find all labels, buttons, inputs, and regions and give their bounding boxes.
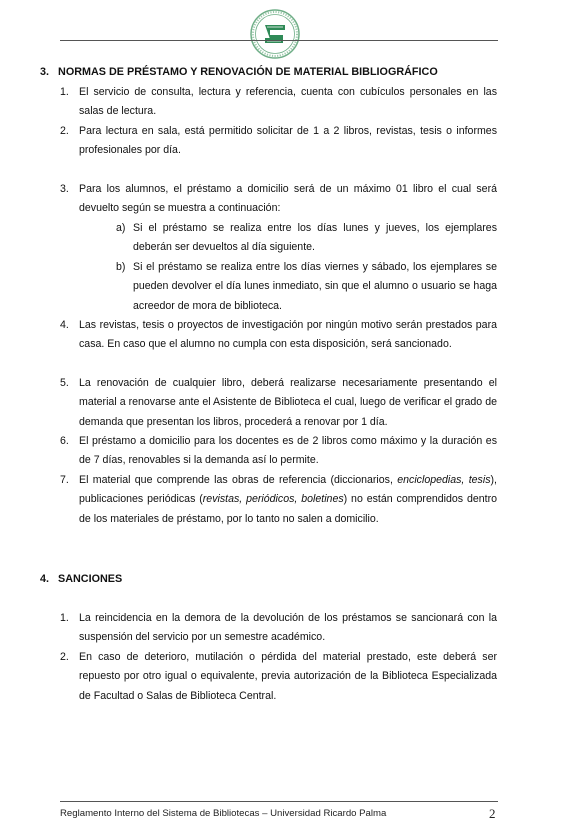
section-number: 3. (40, 66, 50, 78)
list-item (60, 374, 497, 432)
list-item (60, 122, 497, 161)
list-item (60, 180, 497, 219)
list-item (60, 471, 497, 529)
item-number: 5. (60, 377, 69, 389)
item-number: 3. (60, 183, 69, 195)
item-number: 1. (60, 86, 69, 98)
item-text: Para lectura en sala, está permitido solicitar de 1 a 2 libros, revistas, tesis o informes profesionales por día. (79, 125, 497, 157)
section-number: 4. (40, 573, 50, 585)
list-item (60, 648, 497, 706)
section-title: SANCIONES (58, 573, 123, 585)
text-run: ), publicaciones periódicas ( (79, 474, 497, 506)
page-number: 2 (489, 806, 496, 821)
list-item (60, 432, 497, 471)
item-text (79, 471, 497, 529)
italic-run: revistas, periódicos, boletines (202, 493, 344, 506)
item-number: 6. (60, 435, 69, 447)
item-text: Las revistas, tesis o proyectos de investigación por ningún motivo serán prestados para casa. En caso que el alumno no cumpla con esta disposición, será sancionado. (79, 319, 497, 351)
sub-list-item (116, 258, 497, 316)
item-number: 1. (60, 612, 69, 624)
list-item (60, 83, 497, 122)
sub-item-text: Si el préstamo se realiza entre los días viernes y sábado, los ejemplares se pueden devolver el día lunes inmediato, sin que el alumno o usuario se haga acreedor de mora de biblioteca. (133, 261, 497, 312)
item-text: En caso de deterioro, mutilación o pérdida del material prestado, este deberá ser repuesto por otro igual o equivalente, previa autorización de la Biblioteca Especializada de Facultad o Salas de Biblioteca Central. (79, 651, 497, 702)
list-item (60, 609, 497, 648)
item-number: 4. (60, 319, 69, 331)
text-run: El material que comprende las obras de referencia (diccionarios, (79, 474, 398, 486)
item-text: Para los alumnos, el préstamo a domicilio será de un máximo 01 libro el cual será devuelto según se muestra a continuación: (79, 183, 497, 215)
sub-item-text: Si el préstamo se realiza entre los días lunes y jueves, los ejemplares deberán ser devueltos al día siguiente. (133, 222, 497, 254)
section-3-heading (40, 66, 438, 78)
footer-text: Reglamento Interno del Sistema de Bibliotecas – Universidad Ricardo Palma (60, 808, 387, 819)
sub-item-letter: a) (116, 222, 126, 234)
header-rule (60, 40, 498, 41)
item-text: El servicio de consulta, lectura y referencia, cuenta con cubículos personales en las salas de lectura. (79, 86, 497, 118)
section-4-heading (40, 573, 122, 585)
section-title: NORMAS DE PRÉSTAMO Y RENOVACIÓN DE MATERIAL BIBLIOGRÁFICO (58, 66, 438, 78)
footer-rule (60, 801, 498, 802)
sub-item-letter: b) (116, 261, 126, 273)
list-item (60, 316, 497, 355)
item-number: 7. (60, 474, 69, 486)
sub-list-item (116, 219, 497, 258)
italic-run: enciclopedias, tesis (397, 474, 491, 486)
item-text: La reincidencia en la demora de la devolución de los préstamos se sancionará con la suspensión del servicio por un semestre académico. (79, 612, 497, 644)
item-text: La renovación de cualquier libro, deberá realizarse necesariamente presentando el material a renovarse ante el Asistente de Biblioteca el cual, luego de verificar el grado de demanda que presentan los libros, procederá a renovar por 1 día. (79, 377, 497, 428)
item-number: 2. (60, 651, 69, 663)
university-seal-logo (250, 9, 300, 59)
text-run: ) no están comprendidos dentro de los materiales de préstamo, por lo tanto no salen a domicilio. (79, 493, 497, 525)
item-number: 2. (60, 125, 69, 137)
item-text: El préstamo a domicilio para los docentes es de 2 libros como máximo y la duración es de 7 días, renovables si la demanda así lo permite. (79, 435, 497, 467)
